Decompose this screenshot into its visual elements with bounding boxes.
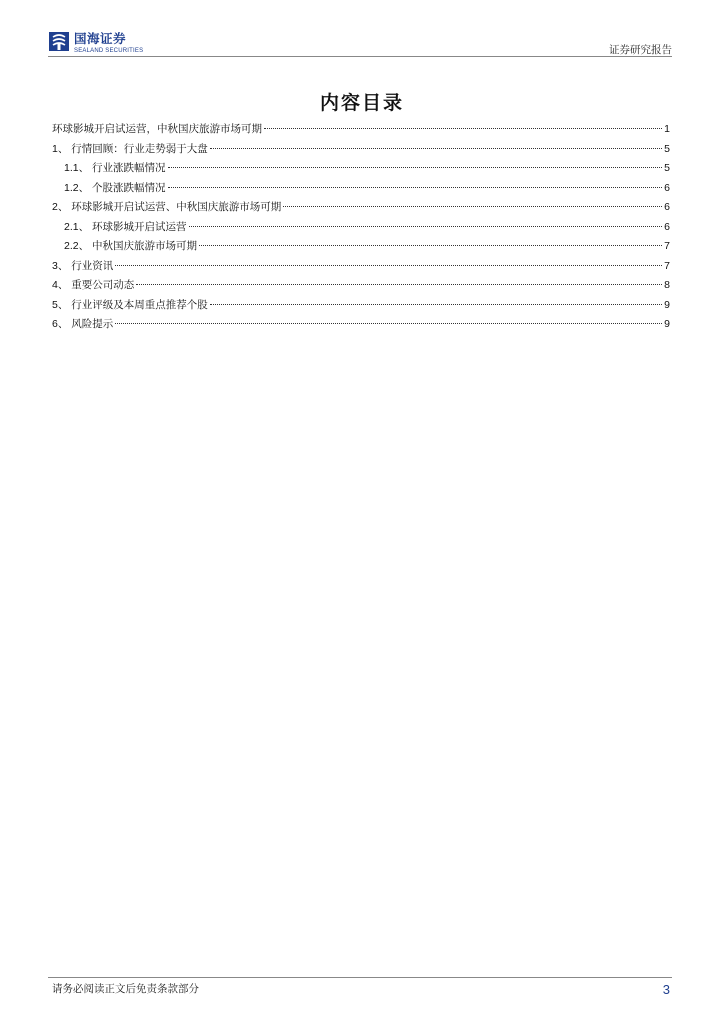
toc-dot-leader	[210, 148, 662, 149]
toc-dot-leader	[115, 265, 662, 266]
sealand-logo-icon	[48, 30, 70, 52]
toc-title: 内容目录	[319, 92, 404, 114]
toc-dot-leader	[199, 245, 662, 246]
footer-divider	[48, 977, 672, 978]
toc-entry-page: 6	[664, 220, 670, 233]
toc-entry-page: 9	[664, 318, 670, 330]
toc-entry-page: 5	[664, 162, 670, 174]
logo-name-cn: 国海证券	[74, 31, 127, 46]
toc-dot-leader	[189, 226, 662, 227]
toc-entry-page: 5	[664, 142, 670, 155]
toc-entry-label: 个股涨跌幅情况	[92, 181, 166, 194]
toc-entry[interactable]	[52, 277, 670, 297]
toc-dot-leader	[210, 304, 662, 305]
toc-entry-number: 1.1、	[64, 162, 93, 174]
toc-entry[interactable]	[52, 180, 670, 200]
table-of-contents	[52, 121, 670, 336]
logo-name-en: SEALAND SECURITIES	[74, 47, 144, 54]
toc-entry-number: 6、	[52, 318, 72, 330]
toc-dot-leader	[115, 323, 662, 324]
toc-entry-number: 3、	[52, 259, 72, 272]
toc-entry[interactable]	[52, 238, 670, 258]
toc-entry[interactable]	[52, 199, 670, 219]
toc-entry-label: 环球影城开启试运营、中秋国庆旅游市场可期	[71, 201, 282, 213]
report-type-label: 证券研究报告	[609, 44, 672, 56]
toc-entry-page: 1	[664, 123, 670, 135]
toc-entry-page: 9	[664, 298, 670, 311]
toc-dot-leader	[283, 206, 662, 207]
toc-entry-label: 环球影城开启试运营	[92, 220, 187, 233]
toc-entry-page: 8	[664, 279, 670, 291]
toc-entry-label: 行业涨跌幅情况	[92, 162, 166, 174]
company-logo	[48, 30, 143, 56]
toc-dot-leader	[264, 128, 662, 129]
toc-dot-leader	[168, 187, 662, 188]
toc-entry-number: 2、	[52, 201, 72, 213]
toc-entry-label: 环球影城开启试运营，中秋国庆旅游市场可期	[52, 123, 262, 135]
toc-entry[interactable]	[52, 297, 670, 317]
toc-entry-label: 行业资讯	[71, 259, 114, 272]
toc-entry[interactable]	[52, 316, 670, 336]
toc-entry-label: 行业评级及本周重点推荐个股	[71, 298, 208, 311]
toc-entry-number: 2.1、	[64, 220, 93, 233]
toc-dot-leader	[168, 167, 662, 168]
toc-entry-page: 6	[664, 181, 670, 194]
toc-entry-number: 2.2、	[64, 240, 93, 252]
toc-entry-label: 风险提示	[71, 318, 114, 330]
header-divider	[48, 56, 672, 57]
toc-entry[interactable]	[52, 219, 670, 239]
toc-entry[interactable]	[52, 160, 670, 180]
toc-entry-label: 行情回顾：行业走势弱于大盘	[71, 142, 208, 155]
toc-entry[interactable]	[52, 258, 670, 278]
toc-entry-number: 1、	[52, 142, 72, 155]
toc-entry-page: 7	[664, 240, 670, 252]
toc-entry-number: 5、	[52, 298, 72, 311]
toc-entry-page: 6	[664, 201, 670, 213]
toc-entry-label: 中秋国庆旅游市场可期	[92, 240, 198, 252]
toc-entry-page: 7	[664, 259, 670, 272]
toc-entry-label: 重要公司动态	[71, 279, 135, 291]
page-number: 3	[662, 982, 670, 997]
toc-dot-leader	[136, 284, 662, 285]
footer-disclaimer: 请务必阅读正文后免责条款部分	[52, 983, 199, 995]
toc-entry[interactable]	[52, 141, 670, 161]
page-header	[48, 30, 672, 58]
toc-entry[interactable]	[52, 121, 670, 141]
toc-entry-number: 1.2、	[64, 181, 93, 194]
toc-entry-number: 4、	[52, 279, 72, 291]
